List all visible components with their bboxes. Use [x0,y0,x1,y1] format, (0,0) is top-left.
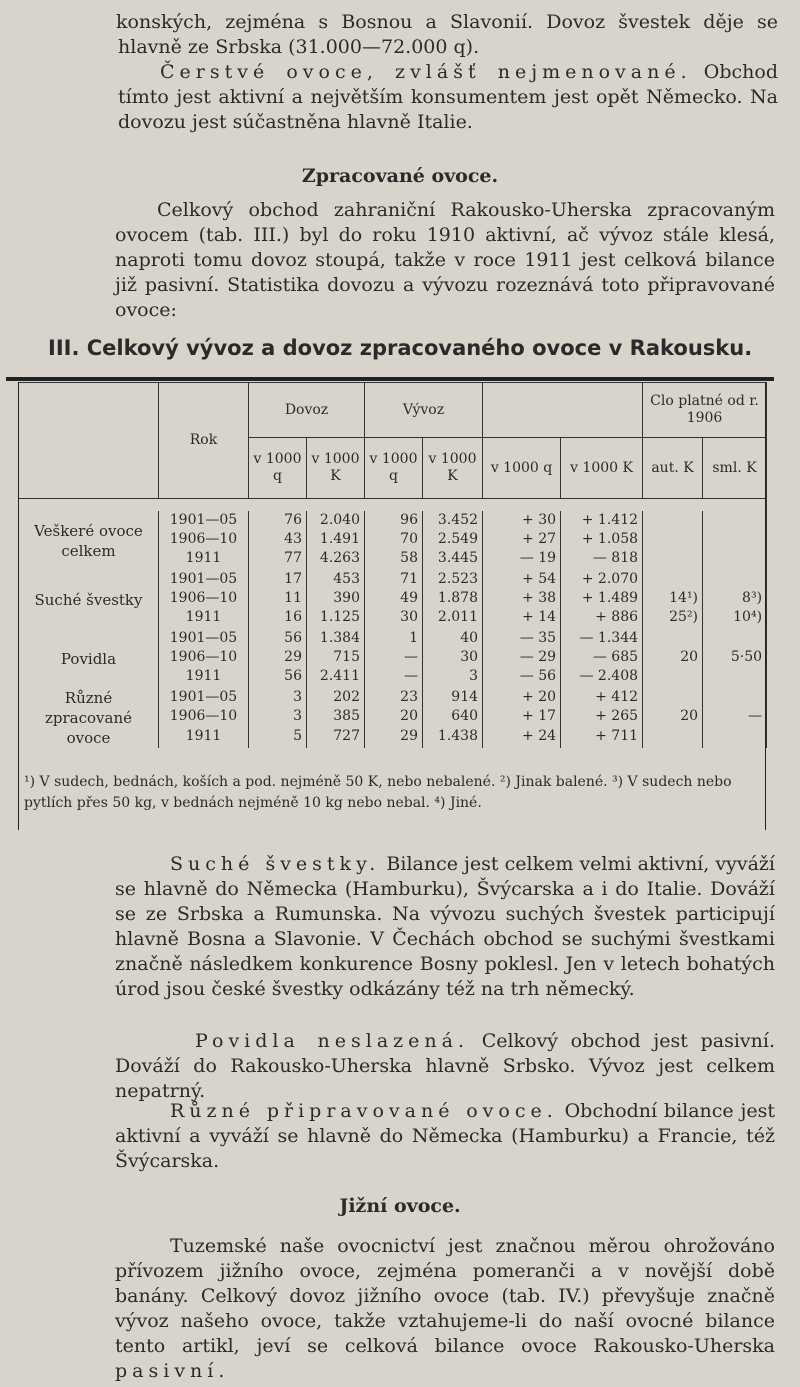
header-vyvoz-k: v 1000 K [423,438,483,499]
cell-export-k: 2.549 [423,530,483,549]
cell-import-q: 16 [249,608,307,629]
cell-year: 1911 [159,727,249,748]
cell-balance-k: — 1.344 [561,629,643,648]
cell-export-k: 1.878 [423,589,483,608]
cell-duty-sml: 10⁴) [703,608,767,629]
paragraph-label: Suché švestky. [170,853,381,875]
cell-import-q: 5 [249,727,307,748]
table-row [19,570,767,589]
cell-import-q: 3 [249,688,307,707]
cell-import-q: 77 [249,549,307,570]
cell-export-q: 29 [365,727,423,748]
header-bilance-k: v 1000 K [561,438,643,499]
cell-balance-q: — 56 [483,667,561,688]
cell-duty-aut [643,727,703,748]
table-frame-left [18,382,19,830]
paragraph-southern-fruit [115,1234,775,1384]
table-row [19,688,767,707]
cell-balance-k: + 886 [561,608,643,629]
cell-export-k: 640 [423,707,483,726]
cell-balance-k: + 1.058 [561,530,643,549]
cell-export-q: — [365,667,423,688]
cell-balance-q: + 38 [483,589,561,608]
paragraph-text: Obchodní bilance jest aktivní a vyváží se hlavně do Německa (Hamburku) a Francie, též Švýcarska. [115,1100,775,1172]
cell-import-k: 4.263 [307,549,365,570]
header-dovoz-q: v 1000 q [249,438,307,499]
table-title: III. Celkový vývoz a dovoz zpracovaného ovoce v Rakousku. [48,336,753,360]
cell-duty-sml [703,570,767,589]
cell-export-q: — [365,648,423,667]
cell-year: 1911 [159,667,249,688]
paragraph-povidla [115,1029,775,1104]
cell-balance-q: + 54 [483,570,561,589]
paragraph-label: Různé připravované ovoce. [170,1100,558,1122]
cell-duty-aut [643,511,703,530]
table-row [19,511,767,530]
cell-import-q: 56 [249,667,307,688]
cell-duty-sml: — [703,707,767,726]
cell-export-q: 20 [365,707,423,726]
paragraph-text: Bilance jest celkem velmi aktivní, vyváží se hlavně do Německa (Hamburku), Švýcarska a i do Italie. Dováží se ze Srbska a Rumunska. Na vývozu suchých švestek participují hlavně Bosna a Slavonie. V Čechách obchod se suchými švestkami značně následkem konkurence Bosny poklesl. Jen v letech bohatých úrod jsou české švestky odkázány též na trh německý. [115,853,775,1000]
header-vyvoz-q: v 1000 q [365,438,423,499]
paragraph-various [115,1099,775,1174]
cell-balance-k: + 1.412 [561,511,643,530]
data-table [18,382,767,748]
header-aut: aut. K [643,438,703,499]
cell-duty-aut [643,530,703,549]
cell-import-k: 390 [307,589,365,608]
cell-balance-k: + 711 [561,727,643,748]
cell-balance-k: — 818 [561,549,643,570]
cell-year: 1901—05 [159,629,249,648]
cell-duty-aut [643,629,703,648]
paragraph-emphasis: pasivní. [115,1360,230,1382]
cell-duty-sml: 5·50 [703,648,767,667]
table-body [19,499,767,749]
cell-balance-q: — 29 [483,648,561,667]
cell-duty-sml [703,511,767,530]
header-bilance-q: v 1000 q [483,438,561,499]
cell-import-q: 11 [249,589,307,608]
table-row [19,629,767,648]
header-rok: Rok [159,383,249,499]
cell-balance-k: + 265 [561,707,643,726]
cell-year: 1906—10 [159,707,249,726]
cell-year: 1911 [159,608,249,629]
cell-duty-aut [643,549,703,570]
cell-year: 1911 [159,549,249,570]
cell-export-q: 96 [365,511,423,530]
header-vyvoz: Vývoz [365,383,483,438]
cell-balance-q: + 17 [483,707,561,726]
header-bilance [483,383,643,438]
intro-paragraph [118,10,778,135]
row-category-label: Povidla [19,629,159,688]
header-clo: Clo platné od r. 1906 [643,383,767,438]
paragraph-text: Tuzemské naše ovocnictví jest značnou měrou ohrožováno přívozem jižního ovoce, zejména pomeranči a v novější době banány. Celkový dovoz jižního ovoce (tab. IV.) převyšuje značně vývoz našeho ovoce, takže vztahujeme-li do naší ovocné bilance tento artikl, jeví se celková bilance ovoce Rakousko-Uherska [115,1235,775,1357]
cell-import-k: 2.040 [307,511,365,530]
cell-export-k: 1.438 [423,727,483,748]
intro-line: konských, zejména s Bosnou a Slavonií. Dovoz švestek děje se hlavně ze Srbska (31.000—72.000 q). [116,11,778,58]
cell-duty-sml: 8³) [703,589,767,608]
cell-export-k: 30 [423,648,483,667]
cell-export-k: 40 [423,629,483,648]
cell-export-q: 58 [365,549,423,570]
paragraph-label: Povidla neslazená. [195,1030,469,1052]
cell-import-k: 2.411 [307,667,365,688]
row-category-label: Různé zpracované ovoce [19,688,159,748]
cell-duty-aut [643,570,703,589]
paragraph-text: Celkový obchod jest pasivní. Dováží do Rakousko-Uherska hlavně Srbsko. Vývoz jest celkem nepatrný. [115,1030,775,1102]
cell-year: 1901—05 [159,570,249,589]
cell-export-k: 3.452 [423,511,483,530]
cell-duty-aut: 20 [643,707,703,726]
cell-year: 1901—05 [159,688,249,707]
cell-export-k: 914 [423,688,483,707]
cell-export-k: 2.011 [423,608,483,629]
cell-duty-aut: 14¹) [643,589,703,608]
cell-year: 1901—05 [159,511,249,530]
processed-paragraph: Celkový obchod zahraniční Rakousko-Uherska zpracovaným ovocem (tab. III.) byl do roku 1910 aktivní, ač vývoz stále klesá, naproti tomu dovoz stoupá, takže v roce 1911 jest celková bilance již pasivní. Statistika dovozu a vývozu rozeznává toto připravované ovoce: [115,199,775,321]
cell-balance-k: + 412 [561,688,643,707]
cell-export-q: 49 [365,589,423,608]
cell-import-q: 76 [249,511,307,530]
cell-balance-q: — 35 [483,629,561,648]
table-top-rule [6,377,774,381]
header-dovoz-k: v 1000 K [307,438,365,499]
cell-balance-k: — 685 [561,648,643,667]
cell-import-k: 385 [307,707,365,726]
section-heading-processed: Zpracované ovoce. [301,165,499,187]
cell-balance-q: + 14 [483,608,561,629]
cell-import-k: 1.125 [307,608,365,629]
row-category-label: Veškeré ovoce celkem [19,511,159,570]
cell-import-k: 715 [307,648,365,667]
cell-year: 1906—10 [159,589,249,608]
cell-duty-sml [703,549,767,570]
cell-export-k: 3 [423,667,483,688]
cell-duty-aut [643,667,703,688]
table-footnotes: ¹) V sudech, bednách, koších a pod. nejméně 50 K, nebo nebalené. ²) Jinak balené. ³) V sudech nebo pytlích přes 50 kg, v bednách nejméně 10 kg nebo nebal. ⁴) Jiné. [24,774,732,811]
cell-import-k: 727 [307,727,365,748]
cell-duty-aut: 20 [643,648,703,667]
cell-balance-q: + 30 [483,511,561,530]
cell-export-q: 70 [365,530,423,549]
cell-year: 1906—10 [159,648,249,667]
cell-import-k: 1.491 [307,530,365,549]
header-dovoz: Dovoz [249,383,365,438]
table-frame-right [765,382,766,830]
fresh-fruit-label: Čerstvé ovoce, zvlášť nejmenované. [160,61,692,83]
cell-export-k: 2.523 [423,570,483,589]
section-heading-southern: Jižní ovoce. [339,1195,461,1217]
cell-export-q: 23 [365,688,423,707]
cell-balance-q: + 24 [483,727,561,748]
cell-duty-sml [703,530,767,549]
row-category-label: Suché švestky [19,570,159,629]
cell-duty-sml [703,629,767,648]
cell-year: 1906—10 [159,530,249,549]
cell-duty-sml [703,727,767,748]
cell-import-k: 453 [307,570,365,589]
cell-import-k: 202 [307,688,365,707]
cell-balance-k: + 2.070 [561,570,643,589]
cell-import-q: 3 [249,707,307,726]
paragraph-dried-plums [115,852,775,1002]
cell-import-q: 56 [249,629,307,648]
cell-import-k: 1.384 [307,629,365,648]
cell-duty-aut [643,688,703,707]
cell-export-k: 3.445 [423,549,483,570]
cell-balance-q: + 27 [483,530,561,549]
header-sml: sml. K [703,438,767,499]
cell-balance-k: + 1.489 [561,589,643,608]
cell-balance-k: — 2.408 [561,667,643,688]
header-category [19,383,159,499]
cell-balance-q: — 19 [483,549,561,570]
cell-import-q: 43 [249,530,307,549]
cell-duty-aut: 25²) [643,608,703,629]
fresh-fruit-text: Obchod tímto jest aktivní a největším konsumentem jest opět Německo. Na dovozu jest súčastněna hlavně Italie. [118,61,778,133]
cell-import-q: 29 [249,648,307,667]
cell-export-q: 71 [365,570,423,589]
cell-export-q: 30 [365,608,423,629]
cell-import-q: 17 [249,570,307,589]
cell-export-q: 1 [365,629,423,648]
cell-balance-q: + 20 [483,688,561,707]
cell-duty-sml [703,667,767,688]
cell-duty-sml [703,688,767,707]
